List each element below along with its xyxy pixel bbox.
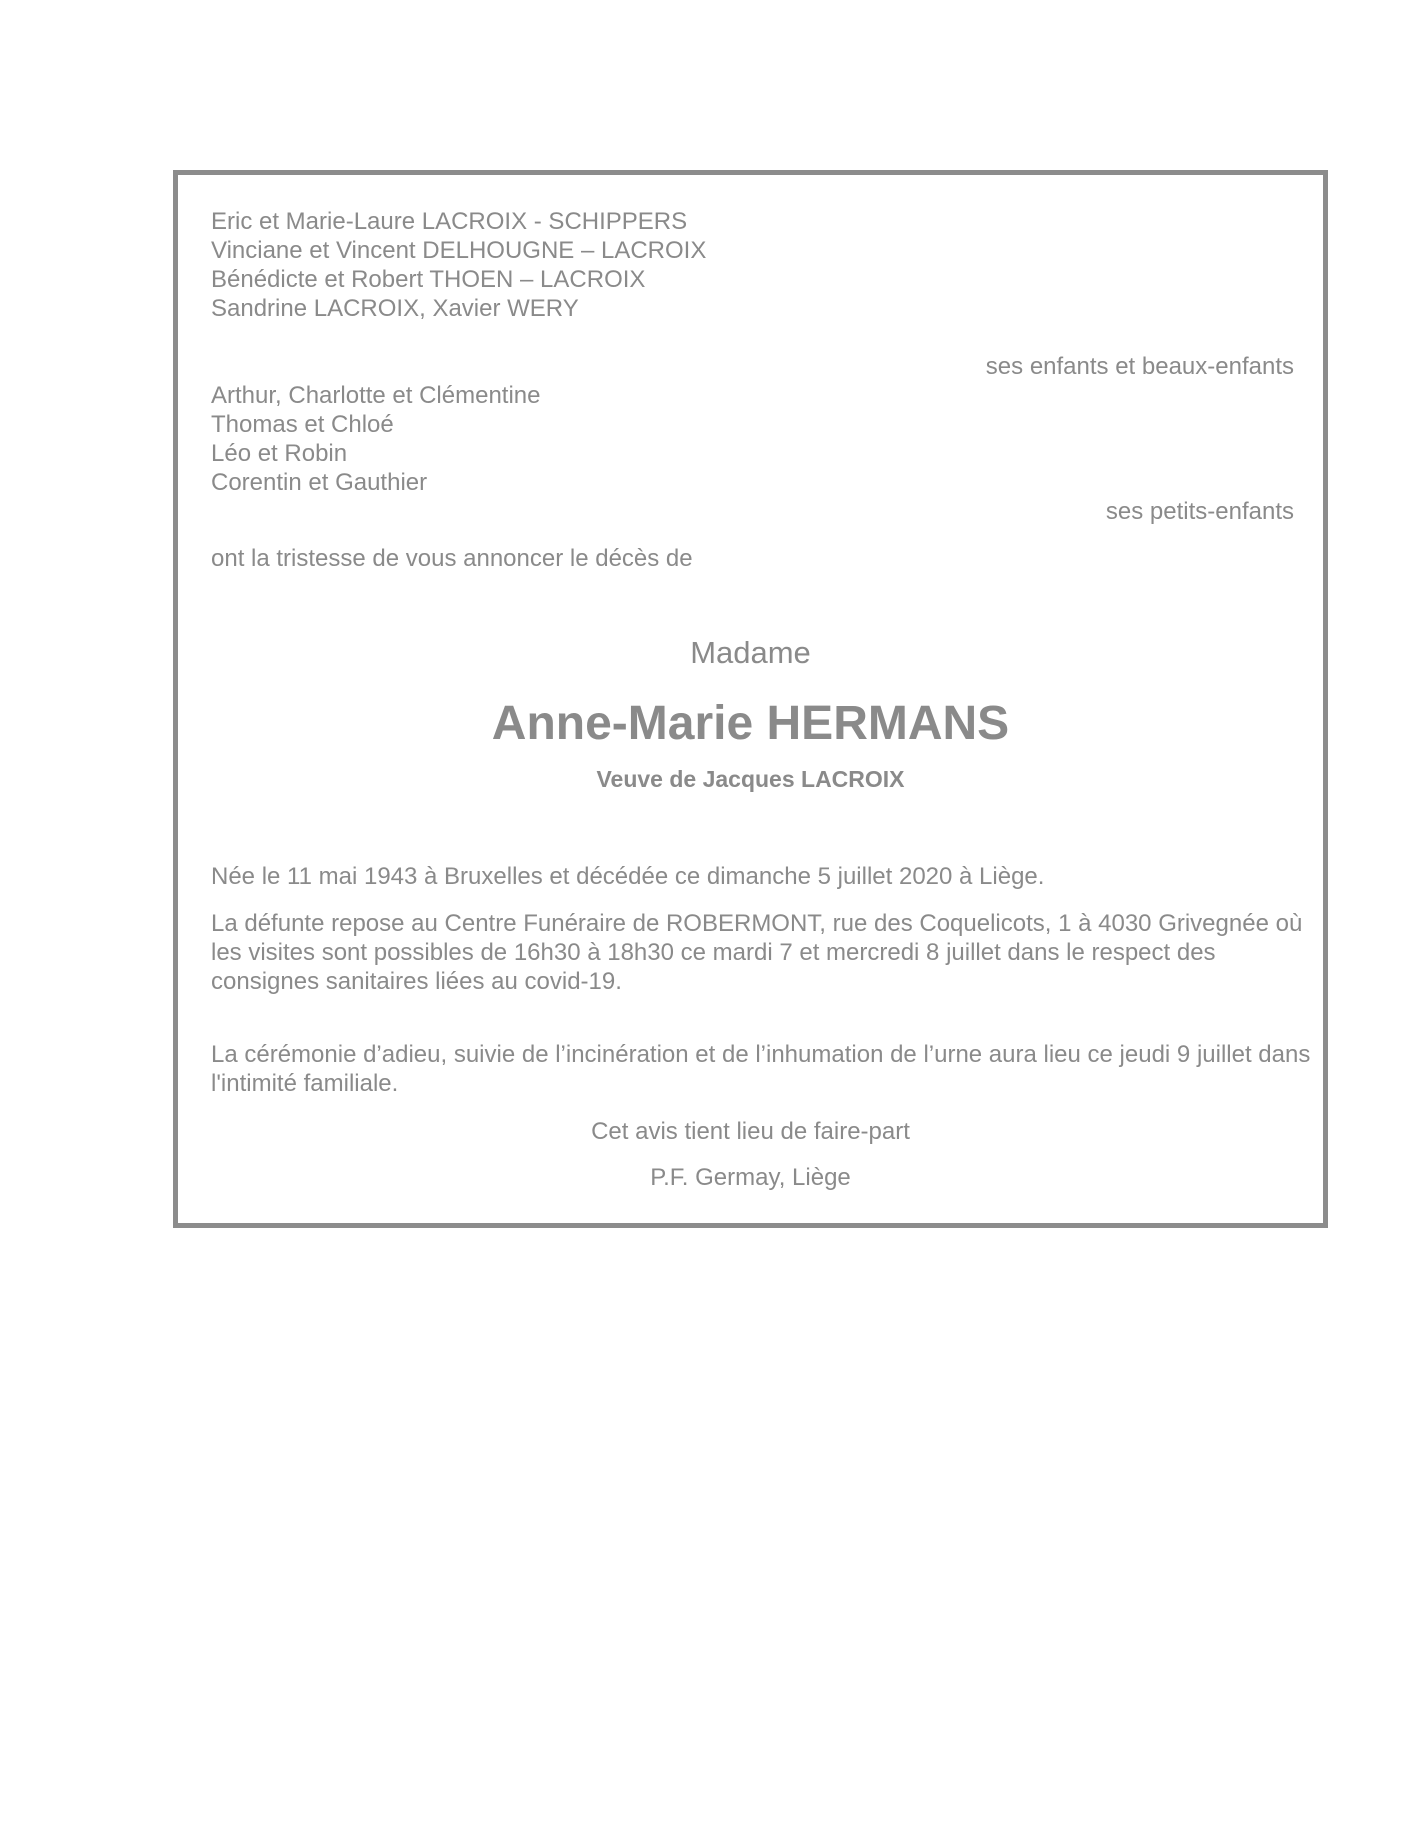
child-line: Sandrine LACROIX, Xavier WERY — [211, 295, 579, 322]
deceased-name: Anne-Marie HERMANS — [491, 697, 1010, 750]
grandchild-line: Arthur, Charlotte et Clémentine — [211, 382, 541, 409]
child-line: Vinciane et Vincent DELHOUGNE – LACROIX — [211, 237, 707, 264]
ceremony-text: La cérémonie d’adieu, suivie de l’incinération et de l’inhumation de l’urne aura lieu ce jeudi 9 juillet dans l'intimité familiale. — [211, 1041, 1311, 1097]
child-line: Bénédicte et Robert THOEN – LACROIX — [211, 266, 646, 293]
funeral-home: P.F. Germay, Liège — [650, 1164, 851, 1191]
grandchildren-label: ses petits-enfants — [1105, 498, 1294, 525]
children-label: ses enfants et beaux-enfants — [985, 353, 1294, 380]
honorific: Madame — [690, 635, 811, 670]
widow-of: Veuve de Jacques LACROIX — [596, 766, 905, 792]
birth-death-text: Née le 11 mai 1943 à Bruxelles et décédée ce dimanche 5 juillet 2020 à Liège. — [211, 863, 1045, 890]
notice-text: Cet avis tient lieu de faire-part — [591, 1118, 910, 1145]
obituary-frame — [173, 170, 1328, 1228]
grandchild-line: Thomas et Chloé — [211, 411, 394, 438]
grandchild-line: Léo et Robin — [211, 440, 348, 467]
announcement-text: ont la tristesse de vous annoncer le décès de — [211, 545, 693, 572]
visitation-text: La défunte repose au Centre Funéraire de ROBERMONT, rue des Coquelicots, 1 à 4030 Grivegnée où les visites sont possibles de 16h30 à 18h30 ce mardi 7 et mercredi 8 juillet dans le respect des consignes sanitaires liées au covid-19. — [211, 910, 1303, 995]
child-line: Eric et Marie-Laure LACROIX - SCHIPPERS — [211, 208, 688, 235]
grandchild-line: Corentin et Gauthier — [211, 469, 428, 496]
